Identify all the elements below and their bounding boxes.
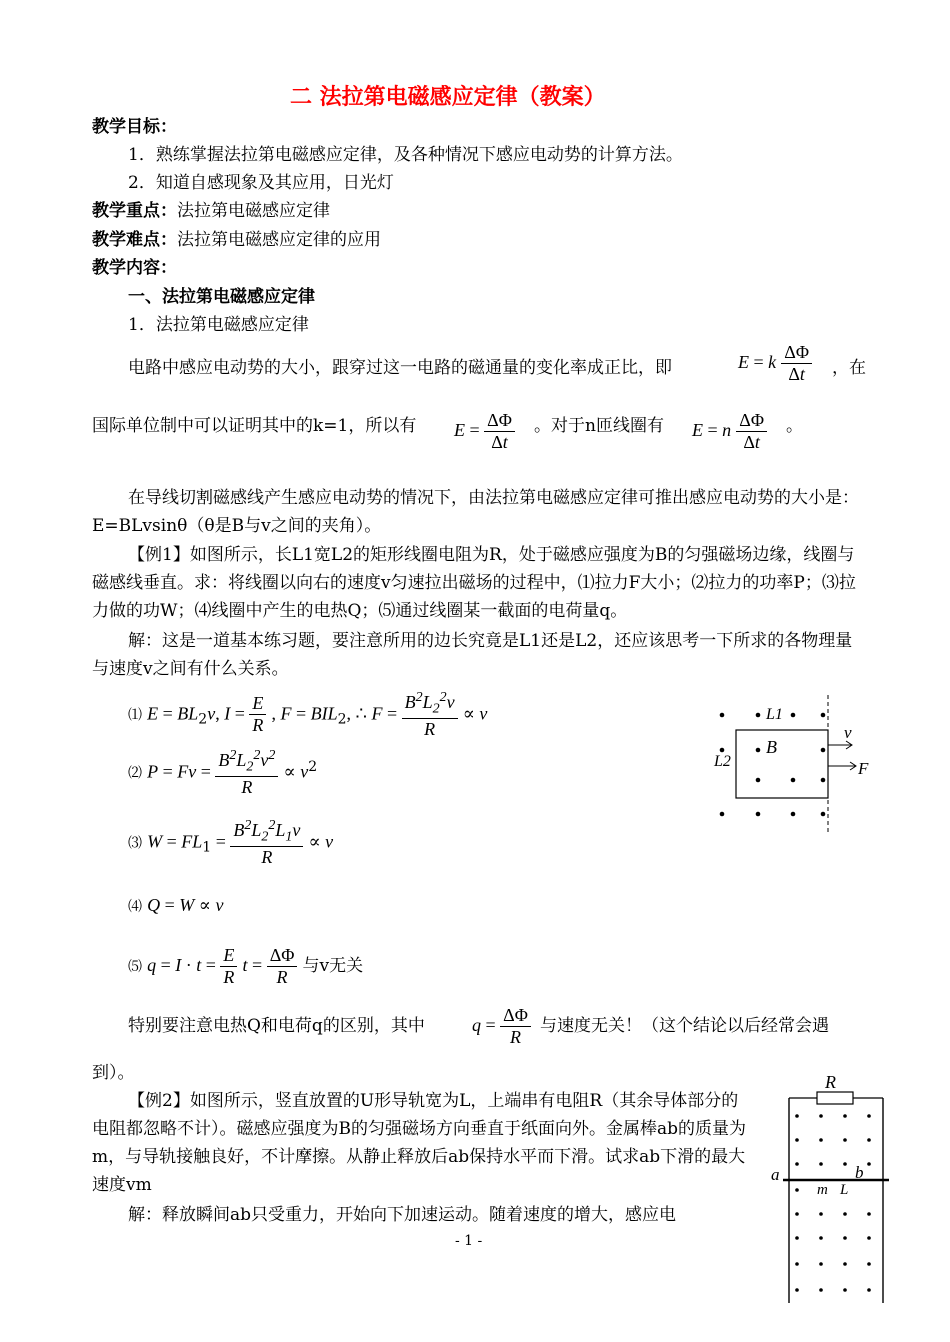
field-dots-2 (795, 1114, 871, 1292)
formula-5: ⑸ q = I · t = $\frac{E}{R}$ t = $\frac{\Delta\Phi}{R}$ 与v无关 (128, 945, 364, 987)
fraction-dphi-dt: $\frac{\Delta\Phi}{\Delta t}$ (781, 342, 812, 385)
formula-e-k: E = k $\frac{\Delta\Phi}{\Delta t}$ (738, 342, 812, 385)
law-line2-end: 。 (786, 416, 803, 436)
label-L: L (840, 1182, 849, 1198)
note-before: 特别要注意电热Q和电荷q的区别，其中 (128, 1016, 425, 1036)
law-line2-mid: 。对于n匝线圈有 (534, 416, 664, 436)
difficulty (92, 230, 381, 250)
difficulty-text: 法拉第电磁感应定律的应用 (177, 230, 381, 250)
section1-sub1: 1．法拉第电磁感应定律 (128, 315, 309, 335)
example2-solution: 解：释放瞬间ab只受重力，开始向下加速运动。随着速度的增大，感应电 (128, 1205, 677, 1225)
page-number: - 1 - (455, 1233, 483, 1249)
label-R: R (825, 1072, 836, 1092)
formula-1: ⑴ $E = BL_2v$, I = $\frac{E}{R}$ , $F = BIL_2$, ∴ F = $\frac{B^2L_2^2v}{R}$ ∝ v (128, 690, 488, 739)
key-point-label: 教学重点： (92, 201, 177, 221)
formula-3: ⑶ $W = FL_1$ = $\frac{B^2L_2^2L_1v}{R}$ ∝ v (128, 818, 334, 867)
mark-1: ⑴ (128, 707, 142, 724)
label-F: F (858, 759, 869, 778)
key-point-text: 法拉第电磁感应定律 (177, 201, 330, 221)
fraction-dphi-dt-3: $\frac{\Delta\Phi}{\Delta t}$ (736, 410, 767, 453)
difficulty-label: 教学难点： (92, 230, 177, 250)
rail-figure (765, 1068, 895, 1308)
example1-solution: 解：这是一道基本练习题，要注意所用的边长究竟是L1还是L2，还应该思考一下所求的各物理量与速度v之间有什么关系。 (92, 631, 853, 679)
fraction-dphi-dt-2: $\frac{\Delta\Phi}{\Delta t}$ (484, 410, 515, 453)
note-end: 到）。 (92, 1063, 135, 1083)
law-line2: 国际单位制中可以证明其中的k=1，所以有 (92, 416, 417, 436)
label-v: v (844, 723, 852, 742)
formula-q-note: q = $\frac{\Delta\Phi}{R}$ (472, 1005, 531, 1048)
objectives-label: 教学目标： (92, 117, 177, 137)
objective-1: 1．熟练掌握法拉第电磁感应定律，及各种情况下感应电动势的计算方法。 (128, 145, 683, 165)
formula-2: ⑵ P = Fv = $\frac{B^2L_2^2v^2}{R}$ ∝ $v^2$ (128, 748, 318, 797)
mark-2: ⑵ (128, 765, 142, 782)
mark-5: ⑸ (128, 959, 142, 975)
law-line1: 电路中感应电动势的大小，跟穿过这一电路的磁通量的变化率成正比，即 (128, 358, 672, 378)
label-L1: L1 (766, 706, 783, 723)
mark-4: ⑷ (128, 899, 142, 915)
label-a: a (771, 1165, 780, 1184)
coil-figure (700, 690, 885, 840)
label-L2: L2 (714, 753, 731, 770)
mark-3: ⑶ (128, 835, 142, 852)
formula-e-n: E = n $\frac{\Delta\Phi}{\Delta t}$ (692, 410, 767, 453)
page-title: 二 法拉第电磁感应定律（教案） (290, 84, 606, 110)
coil-rectangle (736, 730, 828, 798)
cutting-paragraph: 在导线切割磁感线产生感应电动势的情况下，由法拉第电磁感应定律可推出感应电动势的大小是：E=BLvsinθ（θ是B与v之间的夹角）。 (92, 488, 859, 536)
example2-text: 【例2】如图所示，竖直放置的U形导轨宽为L，上端串有电阻R（其余导体部分的电阻都忽略不计）。磁感应强度为B的匀强磁场方向垂直于纸面向外。金属棒ab的质量为m，与导轨接触良好，不计摩擦。从静止释放后ab保持水平而下滑。试求ab下滑的最大速度vm (92, 1091, 747, 1195)
q-suffix: 与v无关 (302, 956, 364, 976)
content-label: 教学内容： (92, 258, 177, 278)
formula-4: ⑷ Q = W ∝ v (128, 895, 224, 915)
example1-text: 【例1】如图所示，长L1宽L2的矩形线圈电阻为R，处于磁感应强度为B的匀强磁场边缘，线圈与磁感线垂直。求：将线圈以向右的速度v匀速拉出磁场的过程中，⑴拉力F大小；⑵拉力的功率P；⑶拉力做的功W；⑷线圈中产生的电热Q；⑸通过线圈某一截面的电荷量q。 (92, 545, 856, 621)
formula-e: E = $\frac{\Delta\Phi}{\Delta t}$ (454, 410, 515, 453)
label-b: b (855, 1163, 864, 1182)
key-point (92, 201, 330, 221)
section1-heading: 一、法拉第电磁感应定律 (128, 287, 315, 307)
note-after: 与速度无关！（这个结论以后经常会遇 (540, 1016, 829, 1036)
objective-2: 2．知道自感现象及其应用，日光灯 (128, 173, 394, 193)
resistor (817, 1092, 853, 1104)
label-B: B (766, 737, 777, 757)
law-line1-end: ，在 (832, 358, 866, 378)
label-m: m (817, 1182, 828, 1198)
